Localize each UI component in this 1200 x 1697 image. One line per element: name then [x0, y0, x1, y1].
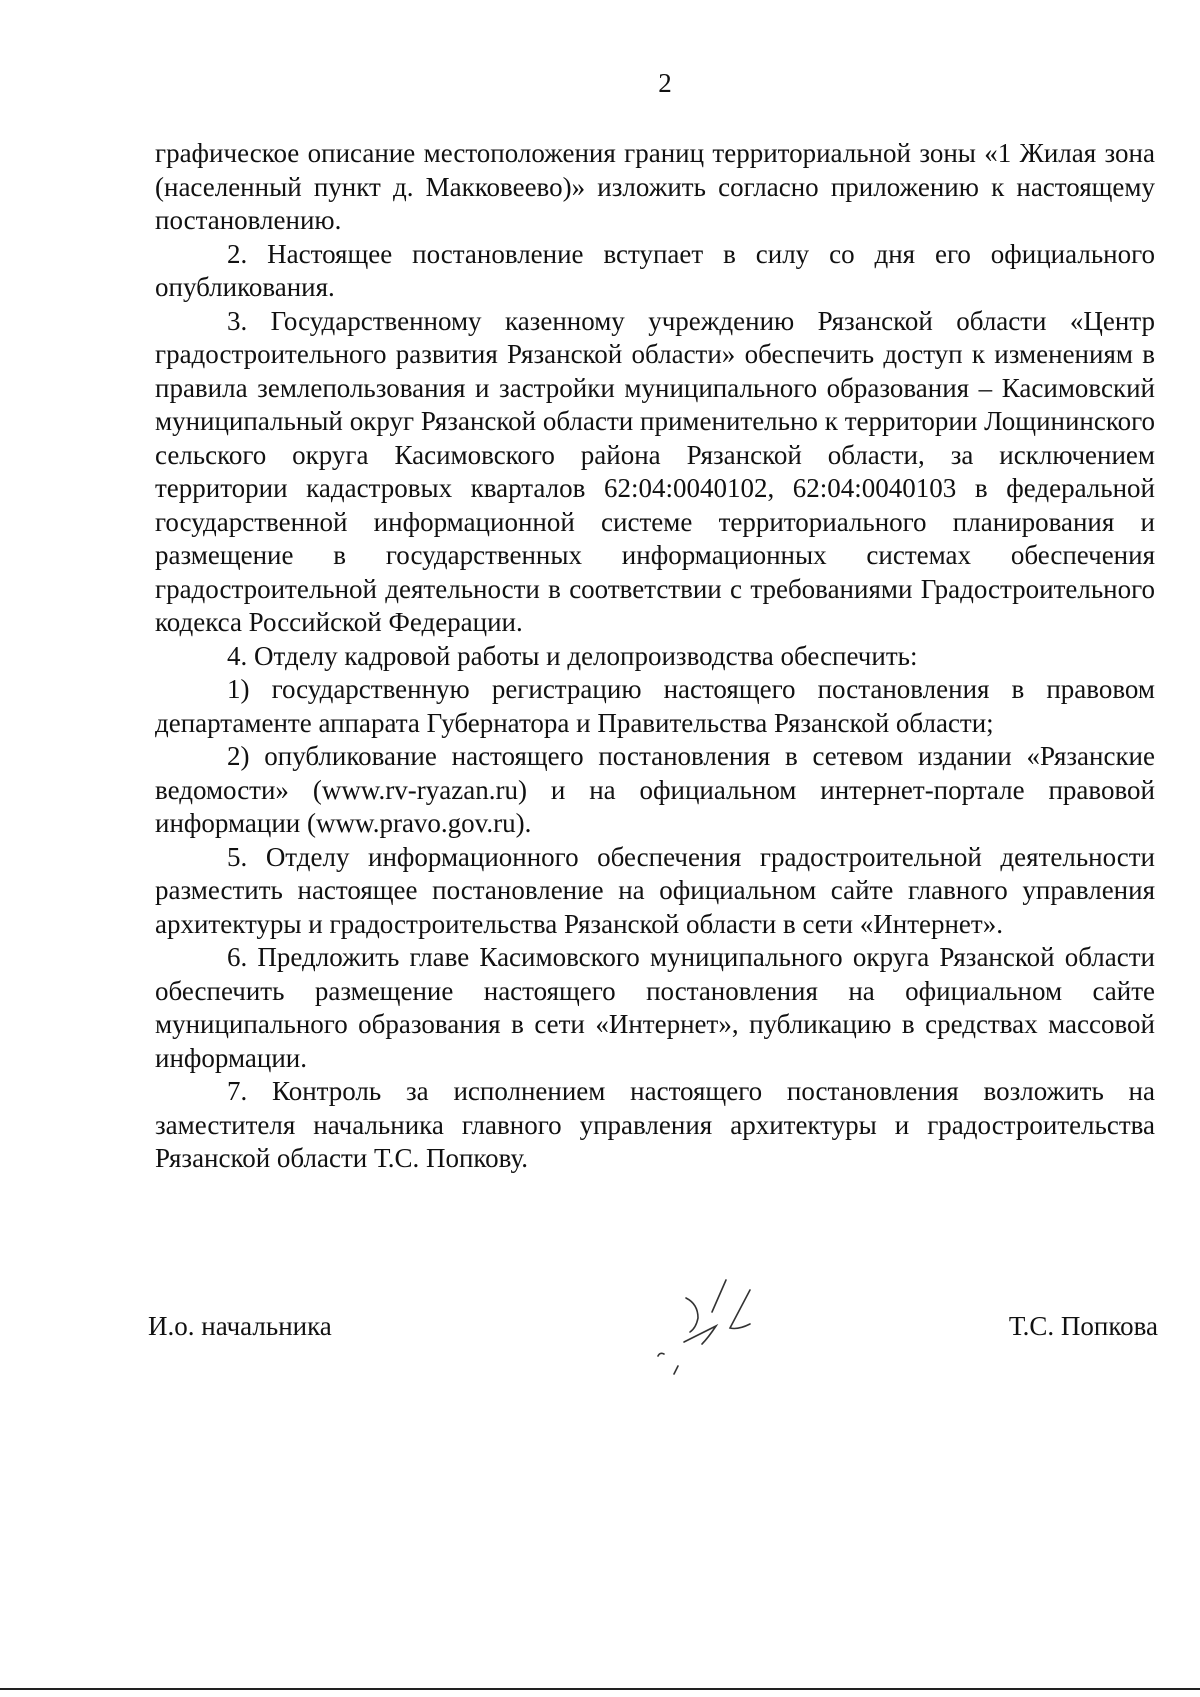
scan-edge-line	[0, 1688, 1200, 1690]
paragraph-4: 4. Отделу кадровой работы и делопроизводства обеспечить:	[227, 640, 918, 671]
paragraph-5: 5. Отделу информационного обеспечения градостроительной деятельности разместить настоящее постановление на официальном сайте главного управления архитектуры и градостроительства Рязанской области в сети «Интернет».	[155, 841, 1155, 939]
signatory-position: И.о. начальника	[148, 1311, 332, 1341]
paragraph-4-item-2: 2) опубликование настоящего постановления в сетевом издании «Рязанские ведомости» (www.rv-ryazan.ru) и на официальном интернет-портале правовой информации (www.pravo.gov.ru).	[155, 741, 1155, 838]
paragraph-2: 2. Настоящее постановление вступает в силу со дня его официального опубликования.	[155, 238, 1155, 302]
paragraph-7: 7. Контроль за исполнением настоящего постановления возложить на заместителя начальника главного управления архитектуры и градостроительства Рязанской области Т.С. Попкову.	[155, 1076, 1155, 1173]
paragraph-4-item-1: 1) государственную регистрацию настоящего постановления в правовом департаменте аппарата Губернатора и Правительства Рязанской области;	[155, 674, 1155, 738]
page-number: 2	[658, 68, 672, 98]
paragraph-3: 3. Государственному казенному учреждению Рязанской области «Центр градостроительного развития Рязанской области» обеспечить доступ к изменениям в правила землепользования и застройки муниципального образования – Касимовский муниципальный округ Рязанской области применительно к территории Лощининского сельского округа Касимовского района Рязанской области, за исключением территории кадастровых кварталов 62:04:0040102, 62:04:0040103 в федеральной государственной информационной системе территориального планирования и размещение в государственных информационных системах обеспечения градостроительной деятельности в соответствии с требованиями Градостроительного кодекса Российской Федерации.	[155, 305, 1155, 637]
paragraph-1-continuation: графическое описание местоположения границ территориальной зоны «1 Жилая зона (населенный пункт д. Макковеево)» изложить согласно приложению к настоящему постановлению.	[155, 138, 1155, 235]
signatory-name: Т.С. Попкова	[1008, 1311, 1158, 1341]
document-body	[155, 137, 1155, 1176]
signature-block	[148, 1303, 1158, 1363]
paragraph-6: 6. Предложить главе Касимовского муниципального округа Рязанской области обеспечить размещение настоящего постановления на официальном сайте муниципального образования в сети «Интернет», публикацию в средствах массовой информации.	[155, 942, 1155, 1073]
handwritten-signature	[638, 1268, 758, 1378]
